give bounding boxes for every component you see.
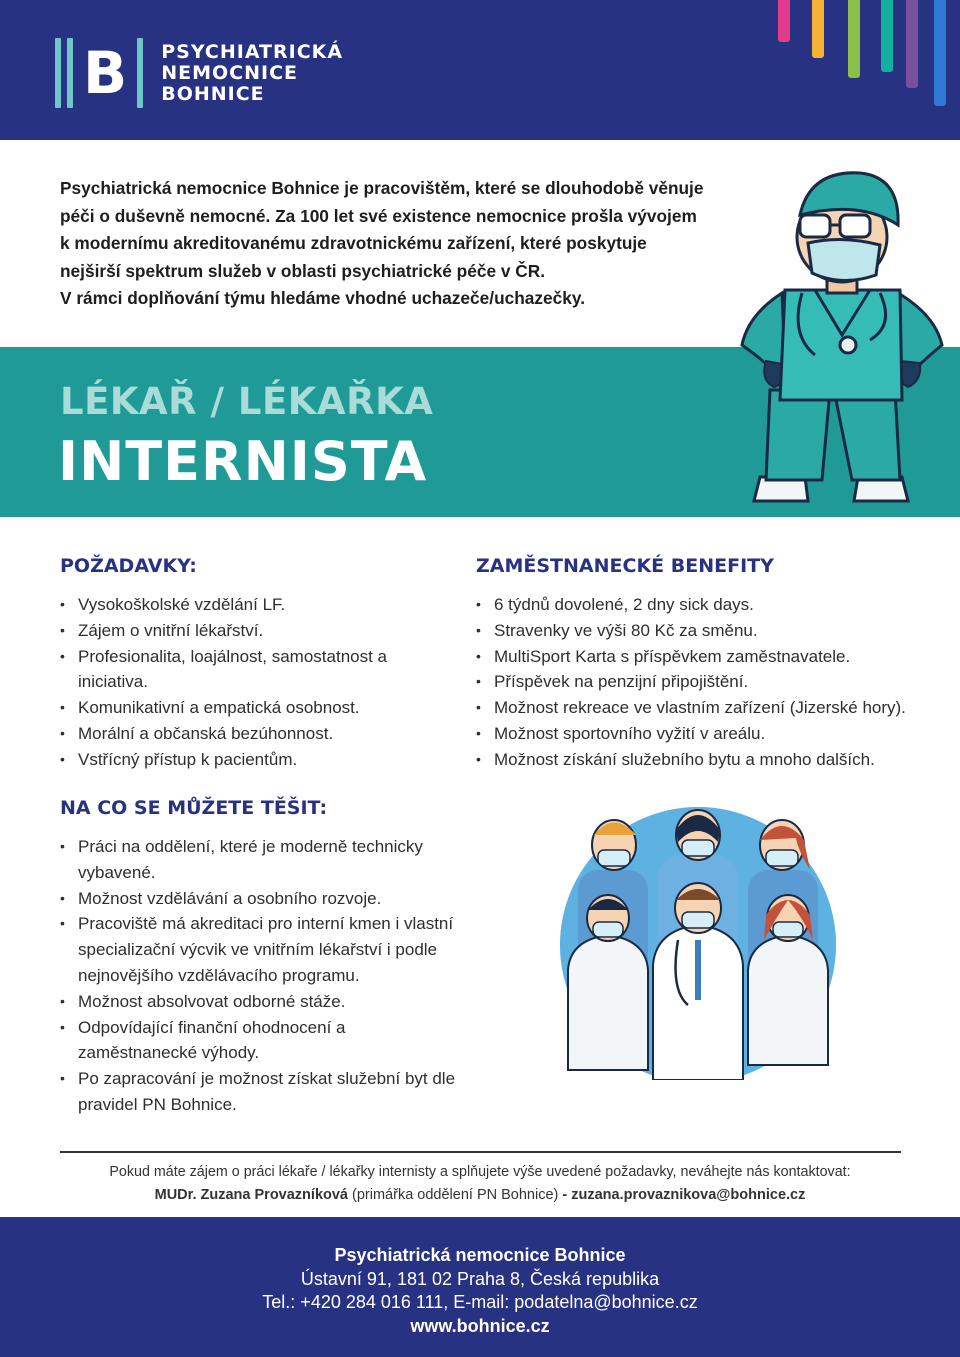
list-item: • Vstřícný přístup k pacientům. — [60, 747, 460, 773]
stripe — [778, 0, 790, 42]
list-item: • Po zapracování je možnost získat služební byt dle pravidel PN Bohnice. — [60, 1066, 460, 1118]
logo-line: NEMOCNICE — [161, 61, 298, 84]
list-item: • Možnost vzdělávání a osobního rozvoje. — [60, 886, 475, 912]
hospital-logo — [55, 38, 343, 108]
stripe — [881, 0, 893, 72]
logo-text — [161, 42, 343, 105]
list-item: • Zájem o vnitřní lékařství. — [60, 618, 460, 644]
footer — [0, 1217, 960, 1357]
footer-website-link[interactable]: www.bohnice.cz — [410, 1315, 550, 1336]
look-forward-list — [60, 834, 475, 1118]
list-item: • Možnost sportovního vyžití v areálu. — [476, 721, 946, 747]
contact-separator: - — [562, 1187, 572, 1203]
logo-line: BOHNICE — [161, 82, 265, 105]
contact-role: (primářka oddělení PN Bohnice) — [348, 1187, 563, 1203]
intro-line: nejširší spektrum služeb v oblasti psychiatrické péče v ČR. — [60, 260, 546, 281]
list-item: • Možnost rekreace ve vlastním zařízení (Jizerské hory). — [476, 695, 946, 721]
divider — [60, 1151, 901, 1153]
logo-bar-left-inner — [67, 38, 73, 108]
position-subtitle: LÉKAŘ / LÉKAŘKA — [60, 380, 434, 423]
front-row-staff — [568, 883, 828, 1080]
intro-text — [60, 175, 760, 313]
logo-letter: B — [83, 39, 128, 107]
list-item: • MultiSport Karta s příspěvkem zaměstnavatele. — [476, 644, 946, 670]
header — [0, 0, 960, 140]
position-title: INTERNISTA — [58, 430, 428, 493]
list-item: • Stravenky ve výši 80 Kč za směnu. — [476, 618, 946, 644]
medical-team-illustration — [548, 800, 848, 1080]
list-item: • Morální a občanská bezúhonnost. — [60, 721, 460, 747]
stripe — [812, 0, 824, 58]
list-item: • Práci na oddělení, které je moderně technicky vybavené. — [60, 834, 460, 886]
intro-line: Psychiatrická nemocnice Bohnice je pracovištěm, které se dlouhodobě věnuje — [60, 178, 704, 198]
footer-name: Psychiatrická nemocnice Bohnice — [334, 1245, 626, 1265]
benefits-list — [476, 592, 946, 773]
logo-bar-right — [137, 38, 143, 108]
list-item: • Odpovídající finanční ohodnocení a zaměstnanecké výhody. — [60, 1015, 380, 1067]
requirements-list — [60, 592, 460, 773]
contact-details — [0, 1187, 960, 1203]
contact-intro: Pokud máte zájem o práci lékaře / lékařky internisty a splňujete výše uvedené požadavky, neváhejte nás kontaktovat: — [109, 1164, 851, 1180]
contact-email[interactable]: zuzana.provaznikova@bohnice.cz — [571, 1187, 806, 1203]
list-item: • Příspěvek na penzijní připojištění. — [476, 669, 946, 695]
footer-address: Ústavní 91, 181 02 Praha 8, Česká republika — [300, 1268, 660, 1289]
list-item: • Možnost absolvovat odborné stáže. — [60, 989, 475, 1015]
footer-contact: Tel.: +420 284 016 111, E-mail: podatelna@bohnice.cz — [262, 1292, 698, 1312]
list-item: • Vysokoškolské vzdělání LF. — [60, 592, 460, 618]
look-forward-title: NA CO SE MŮŽETE TĚŠIT: — [60, 797, 328, 819]
stripe — [848, 0, 860, 78]
stripe — [906, 0, 918, 88]
logo-line: PSYCHIATRICKÁ — [161, 40, 344, 63]
decorative-stripes — [760, 0, 960, 140]
contact-name: MUDr. Zuzana Provazníková — [154, 1187, 348, 1203]
intro-line: péči o duševně nemocné. Za 100 let své existence nemocnice prošla vývojem — [60, 205, 697, 226]
benefits-title: ZAMĚSTNANECKÉ BENEFITY — [476, 555, 774, 577]
list-item: • Profesionalita, loajálnost, samostatnost a iniciativa. — [60, 644, 420, 696]
list-item: • Komunikativní a empatická osobnost. — [60, 695, 460, 721]
doctor-illustration — [730, 165, 960, 510]
logo-bar-left — [55, 38, 61, 108]
list-item: • 6 týdnů dovolené, 2 dny sick days. — [476, 592, 946, 618]
list-item: • Pracoviště má akreditaci pro interní kmen i vlastní specializační výcvik ve vnitřním lékařství i podle nejnovějšího vzdělávacího programu. — [60, 911, 475, 988]
requirements-title: POŽADAVKY: — [60, 555, 197, 577]
stripe — [934, 0, 946, 106]
intro-line: k modernímu akreditovanému zdravotnickému zařízení, které poskytuje — [60, 233, 647, 253]
list-item: • Možnost získání služebního bytu a mnoho dalších. — [476, 747, 946, 773]
intro-line: V rámci doplňování týmu hledáme vhodné uchazeče/uchazečky. — [60, 288, 586, 308]
